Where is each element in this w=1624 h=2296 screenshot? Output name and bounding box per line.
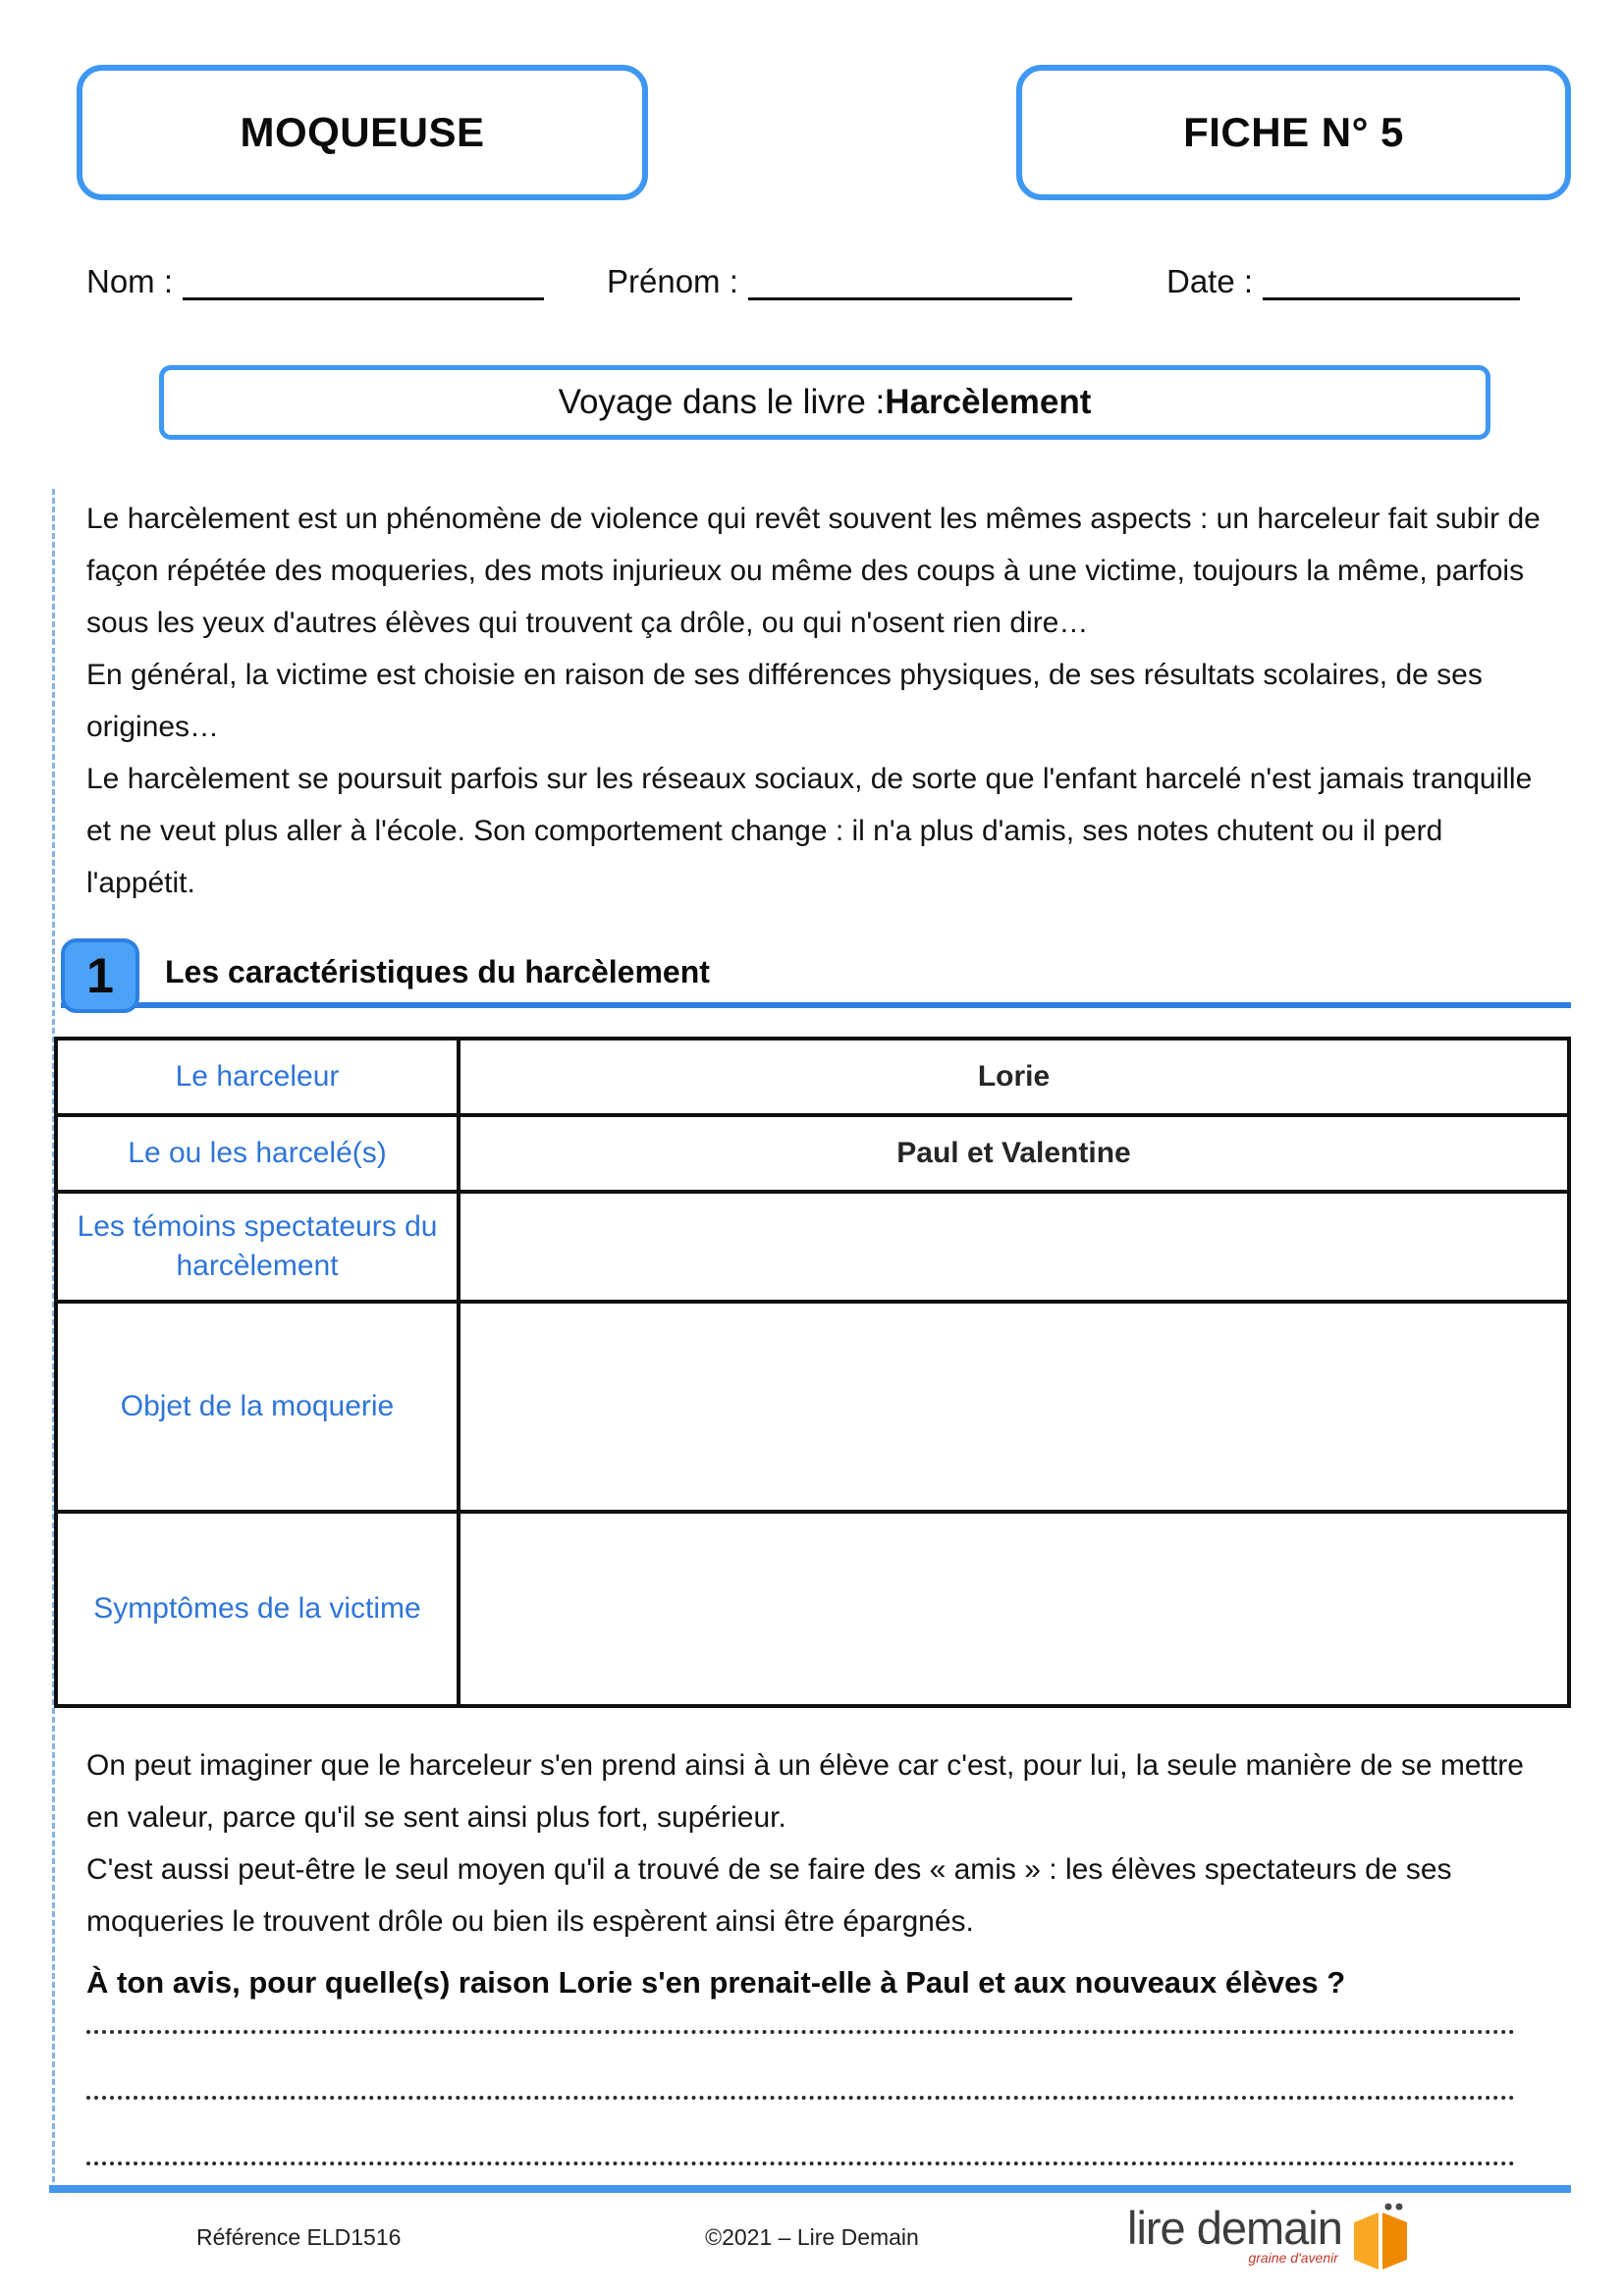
answer-dotted-line (86, 2018, 1515, 2034)
answer-dotted-line (86, 2084, 1515, 2100)
publisher-logo-text: lire demain (1127, 2202, 1342, 2254)
name-field-group (86, 263, 544, 300)
intro-text (86, 493, 1547, 909)
table-label-cell: Le ou les harcelé(s) (56, 1115, 459, 1192)
intro-paragraph: Le harcèlement se poursuit parfois sur les réseaux sociaux, de sorte que l'enfant harcelé n'est jamais tranquille et ne veut plus aller à l'école. Son comportement change : il n'a plus d'amis, ses notes chutent ou il perd l'appétit. (86, 763, 1533, 899)
worksheet-title-box (159, 365, 1490, 440)
table-label-cell: Le harceleur (56, 1039, 459, 1115)
section-number-badge (61, 938, 139, 1013)
table-value-cell (459, 1192, 1569, 1302)
explanation-paragraph: On peut imaginer que le harceleur s'en prend ainsi à un élève car c'est, pour lui, la seule manière de se mettre en valeur, parce qu'il se sent ainsi plus fort, supérieur. (86, 1749, 1524, 1834)
worksheet-title-emphasis: Harcèlement (885, 383, 1092, 421)
table-value-cell (459, 1302, 1569, 1512)
characteristics-table (54, 1037, 1571, 1708)
section-underline (61, 1002, 1571, 1008)
worksheet-title-prefix: Voyage dans le livre : (558, 383, 886, 421)
table-label-cell: Les témoins spectateurs du harcèlement (56, 1192, 459, 1302)
book-title: MOQUEUSE (240, 109, 485, 155)
footer-reference: Référence ELD1516 (196, 2224, 402, 2250)
table-label-cell: Symptômes de la victime (56, 1512, 459, 1706)
footer-divider-bar (49, 2185, 1571, 2193)
table-row (56, 1115, 1569, 1192)
date-label: Date : (1166, 263, 1254, 299)
section-title: Les caractéristiques du harcèlement (165, 954, 710, 989)
name-label: Nom : (86, 263, 174, 299)
date-field-group (1166, 263, 1520, 300)
firstname-label: Prénom : (607, 263, 738, 299)
section-number: 1 (86, 948, 114, 1003)
sheet-number-box (1016, 65, 1571, 200)
firstname-field-group (607, 263, 1072, 300)
publisher-logo-tagline: graine d'avenir (1248, 2250, 1338, 2266)
explanation-text (86, 1739, 1559, 1948)
answer-dotted-line (86, 2150, 1515, 2165)
table-label-cell: Objet de la moquerie (56, 1302, 459, 1512)
explanation-paragraph: C'est aussi peut-être le seul moyen qu'il a trouvé de se faire des « amis » : les élèves spectateurs de ses moqueries le trouvent drôle ou bien ils espèrent ainsi être épargnés. (86, 1853, 1452, 1938)
table-value-cell: Paul et Valentine (459, 1115, 1569, 1192)
table-row (56, 1192, 1569, 1302)
date-fill-line (1263, 263, 1520, 300)
intro-paragraph: En général, la victime est choisie en raison de ses différences physiques, de ses résultats scolaires, de ses origines… (86, 659, 1483, 743)
table-row (56, 1512, 1569, 1706)
publisher-logo-textwrap (1127, 2202, 1342, 2266)
question-text: À ton avis, pour quelle(s) raison Lorie s'en prenait-elle à Paul et aux nouveaux élèves ? (86, 1965, 1346, 2000)
firstname-fill-line (748, 263, 1072, 300)
publisher-logo (1127, 2202, 1413, 2275)
sheet-number: FICHE N° 5 (1183, 109, 1404, 155)
table-row (56, 1039, 1569, 1115)
table-value-cell: Lorie (459, 1039, 1569, 1115)
book-title-box (77, 65, 648, 200)
name-fill-line (183, 263, 544, 300)
intro-paragraph: Le harcèlement est un phénomène de violence qui revêt souvent les mêmes aspects : un harceleur fait subir de façon répétée des moqueries, des mots injurieux ou même des coups à une victime, toujours la même, parfois sous les yeux d'autres élèves qui trouvent ça drôle, ou qui n'osent rien dire… (86, 503, 1541, 639)
table-value-cell (459, 1512, 1569, 1706)
identity-row (0, 263, 1624, 312)
footer-copyright: ©2021 – Lire Demain (705, 2224, 919, 2250)
open-book-icon (1348, 2201, 1413, 2275)
table-row (56, 1302, 1569, 1512)
